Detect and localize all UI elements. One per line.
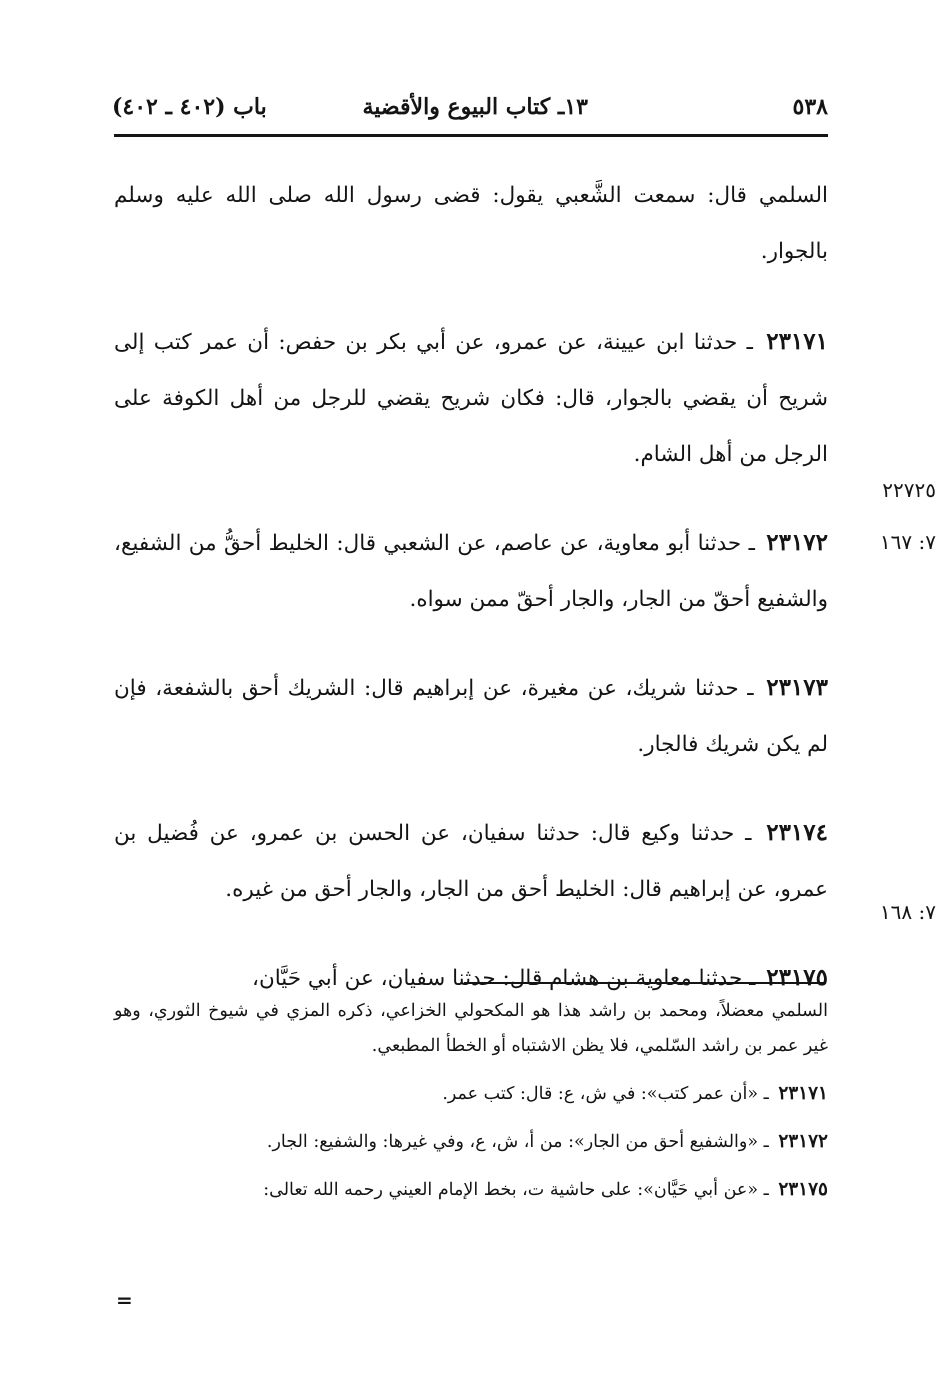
- main-text: [114, 168, 828, 1039]
- footnote-23172: [114, 1124, 828, 1160]
- hadith-text: حدثنا شريك، عن مغيرة، عن إبراهيم قال: الشريك أحق بالشفعة، فإن لم يكن شريك فالجار.: [114, 676, 828, 757]
- footnote-text: ـ «أن عمر كتب»: في ش، ع: قال: كتب عمر.: [442, 1084, 775, 1104]
- hadith-23172: [114, 515, 828, 628]
- hadith-23171: [114, 314, 828, 483]
- separator: ـ: [741, 531, 763, 556]
- hadith-number: ٢٣١٧١: [766, 328, 828, 355]
- margin-ref-vol7-167: ٧: ١٦٧: [879, 530, 936, 554]
- continuation-mark: =: [116, 1288, 133, 1312]
- hadith-number: ٢٣١٧٢: [766, 529, 829, 556]
- header-rule: [114, 134, 828, 137]
- hadith-23173: [114, 660, 828, 773]
- hadith-number: ٢٣١٧٤: [766, 819, 828, 846]
- hadith-text: حدثنا أبو معاوية، عن عاصم، عن الشعبي قال: الخليط أحقُّ من الشفيع، والشفيع أحقّ من الجار، والجار أحقّ ممن سواه.: [114, 531, 828, 612]
- hadith-number: ٢٣١٧٣: [766, 674, 828, 701]
- intro-paragraph: السلمي قال: سمعت الشَّعبي يقول: قضى رسول الله صلى الله عليه وسلم بالجوار.: [114, 183, 828, 264]
- separator: ـ: [737, 330, 763, 355]
- running-header: [112, 88, 828, 128]
- page-number: ٥٣٨: [792, 94, 828, 120]
- footnote-text: ـ «عن أبي حَيَّان»: على حاشية ت، بخط الإمام العيني رحمه الله تعالى:: [263, 1180, 775, 1200]
- footnote-separator: [464, 982, 826, 984]
- margin-ref-22725: ٢٢٧٢٥: [882, 478, 936, 502]
- separator: ـ: [734, 821, 763, 846]
- footnote-number: ٢٣١٧١: [778, 1083, 828, 1104]
- hadith-text: حدثنا وكيع قال: حدثنا سفيان، عن الحسن بن عمرو، عن فُضيل بن عمرو، عن إبراهيم قال: الخليط أحق من الجار، والجار أحق من غيره.: [114, 821, 828, 902]
- footnote-number: ٢٣١٧٢: [778, 1131, 828, 1152]
- hadith-text: حدثنا معاوية بن هشام قال: حدثنا سفيان، عن أبي حَيَّان،: [252, 966, 743, 991]
- footnote-23175: [114, 1172, 828, 1208]
- hadith-23174: [114, 805, 828, 918]
- footnote-continued: السلمي معضلاً، ومحمد بن راشد هذا هو المكحولي الخزاعي، ذكره المزي في شيوخ الثوري، وهو غير عمر بن راشد السّلمي، فلا يظن الاشتباه أو الخطأ المطبعي.: [114, 1001, 828, 1056]
- book-title: ١٣ـ كتاب البيوع والأقضية: [362, 94, 588, 120]
- margin-ref-vol7-168: ٧: ١٦٨: [879, 900, 936, 924]
- separator: ـ: [738, 676, 763, 701]
- footnote-text: ـ «والشفيع أحق من الجار»: من أ، ش، ع، وفي غيرها: والشفيع: الجار.: [266, 1132, 775, 1152]
- footnotes: [114, 994, 828, 1220]
- footnote-number: ٢٣١٧٥: [778, 1179, 828, 1200]
- hadith-number: ٢٣١٧٥: [766, 964, 828, 991]
- section-range: باب (٤٠٢ ـ ٤٠٢): [112, 94, 267, 120]
- hadith-text: حدثنا ابن عيينة، عن عمرو، عن أبي بكر بن حفص: أن عمر كتب إلى شريح أن يقضي بالجوار، قال: فكان شريح يقضي للرجل من أهل الكوفة على الرجل من أهل الشام.: [114, 330, 828, 467]
- footnote-23171: [114, 1076, 828, 1112]
- separator: ـ: [742, 966, 763, 991]
